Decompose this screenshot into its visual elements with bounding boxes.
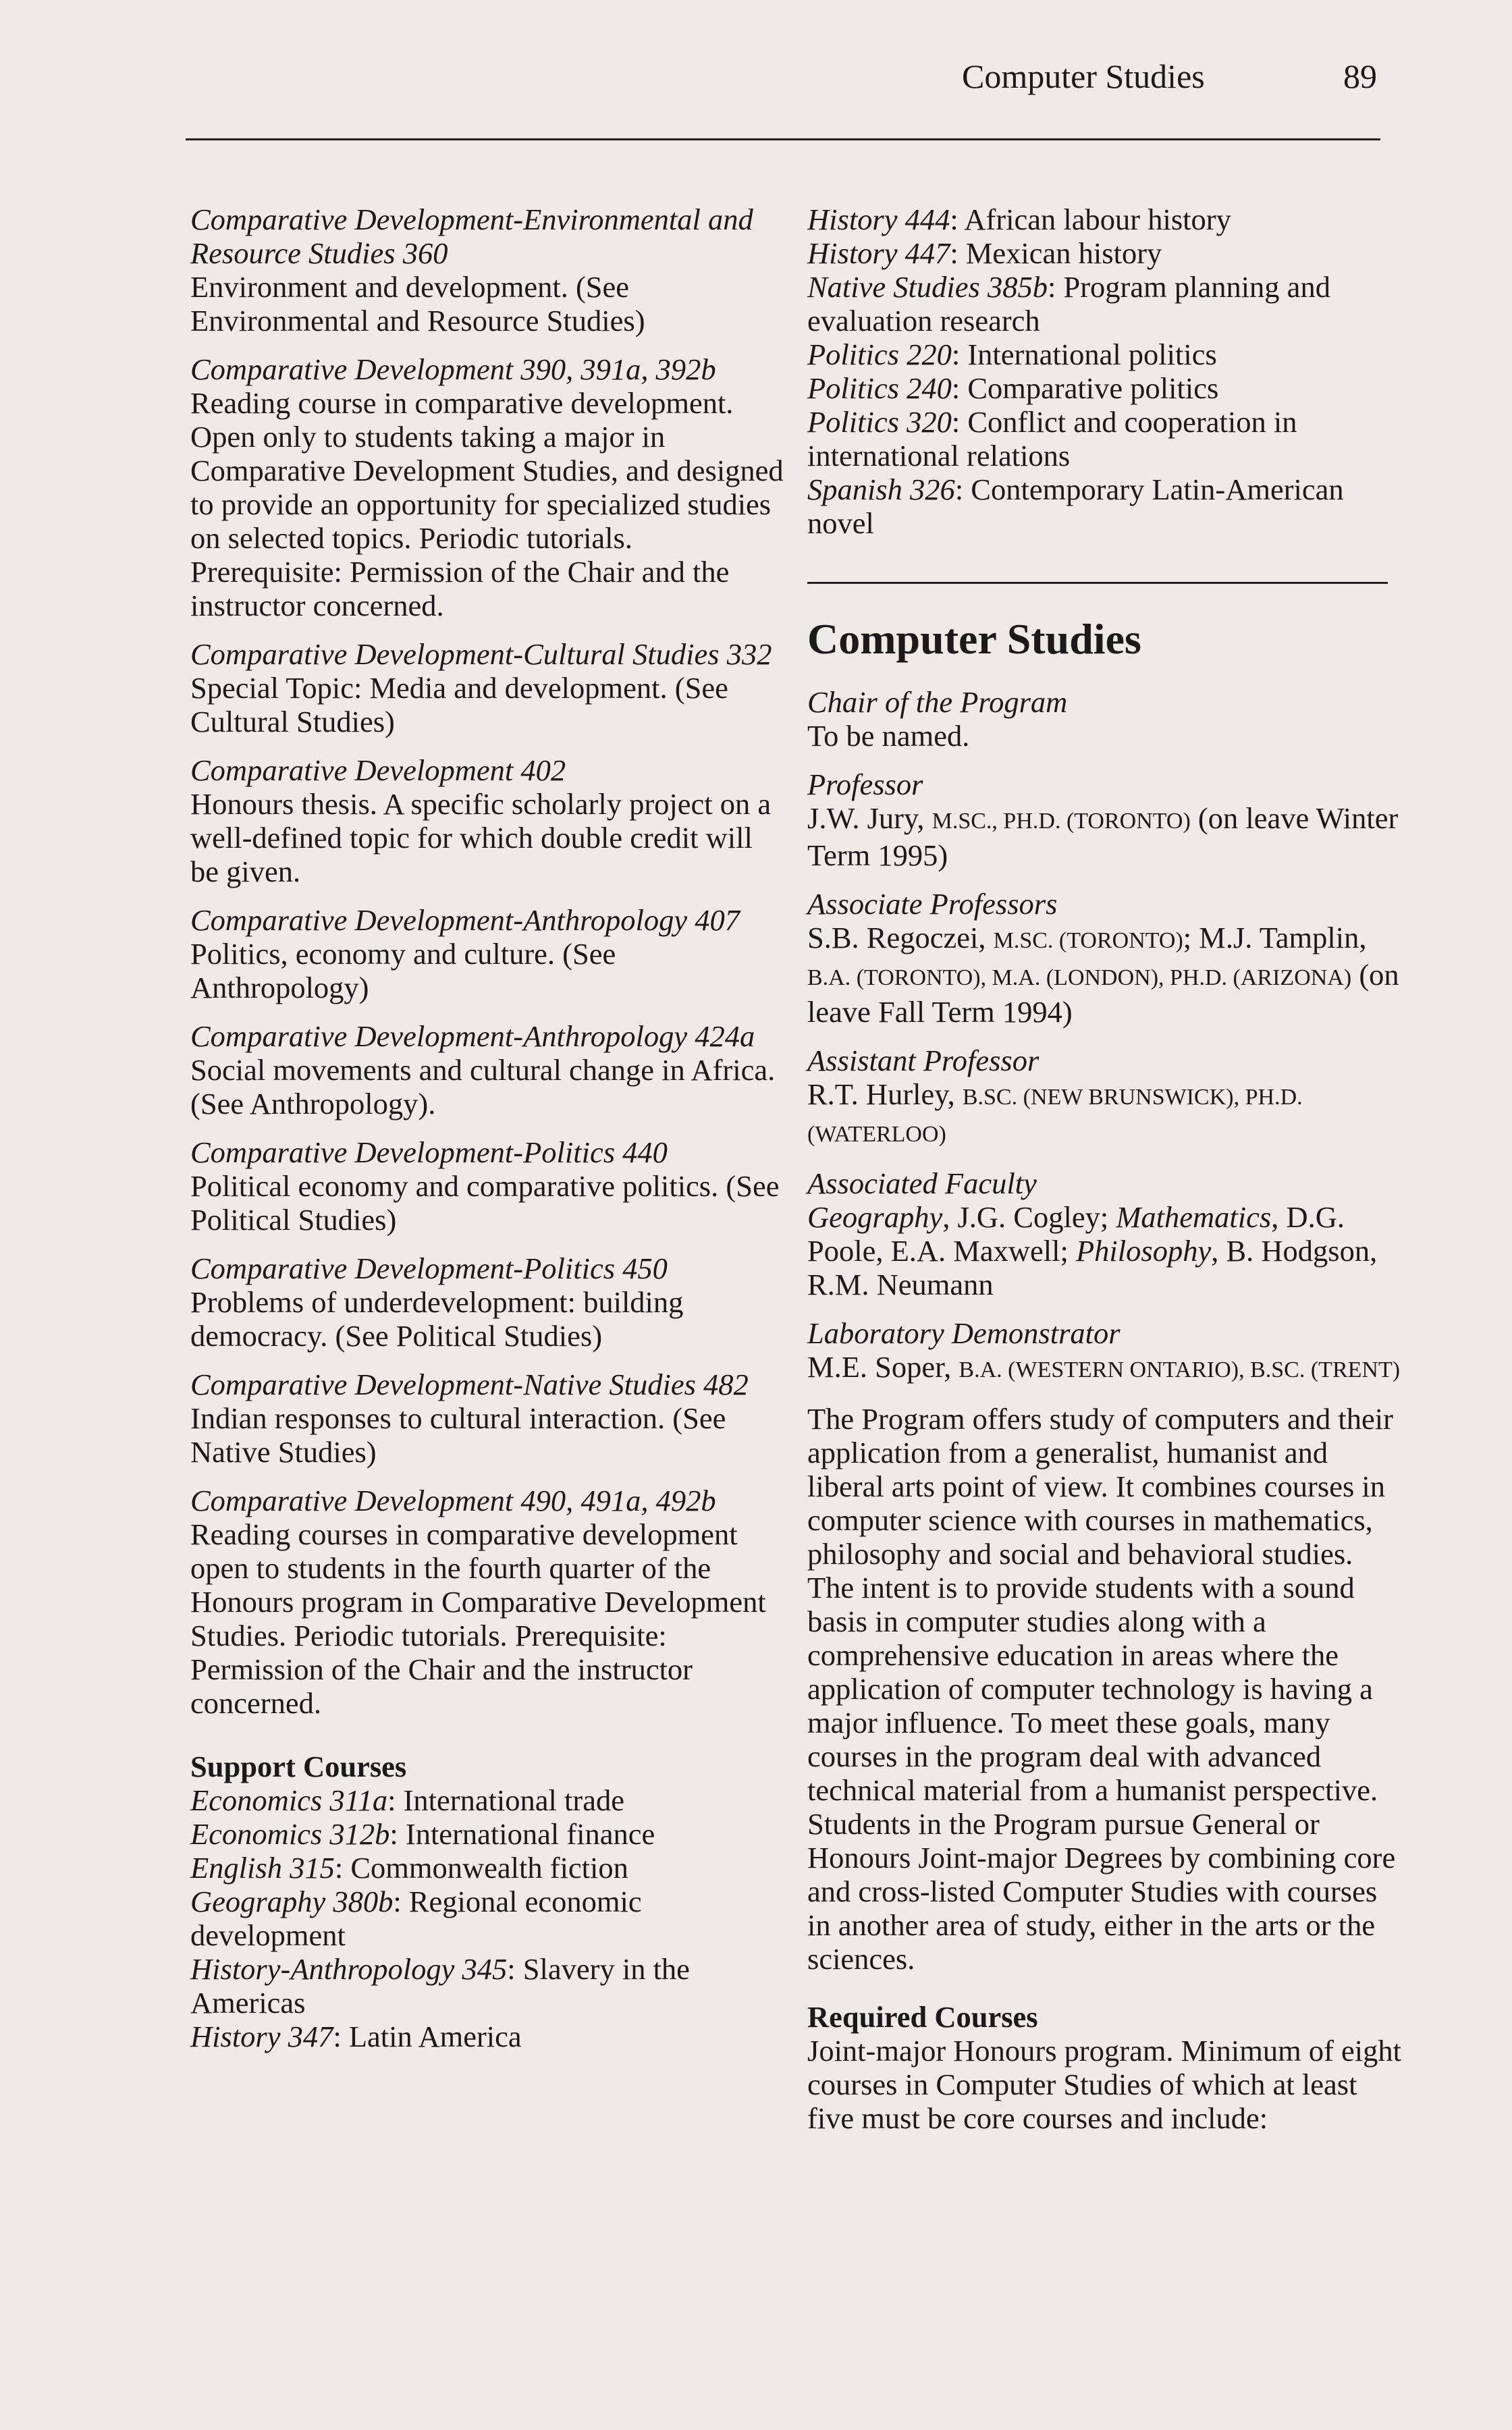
support-course-item (807, 405, 1401, 473)
faculty-group-chair (807, 685, 1401, 753)
support-course-code: Economics 312b (190, 1817, 390, 1851)
support-course-item (190, 1851, 784, 1885)
course-description: Indian responses to cultural interaction. (See Native Studies) (190, 1401, 726, 1469)
support-course-code: Politics 320 (807, 405, 952, 439)
support-course-desc: : African labour history (950, 202, 1231, 236)
course-title: Comparative Development 390, 391a, 392b (190, 352, 716, 386)
faculty-role: Chair of the Program (807, 685, 1068, 719)
faculty-name: , J.G. Cogley; (942, 1200, 1116, 1234)
support-course-desc: : Contemporary Latin-American novel (807, 473, 1344, 540)
support-course-code: Politics 220 (807, 338, 952, 371)
support-course-desc: : Program planning and evaluation research (807, 270, 1330, 338)
course-description: Honours thesis. A specific scholarly project on a well-defined topic for which double credit will be given. (190, 787, 772, 888)
course-title: Comparative Development-Politics 440 (190, 1135, 668, 1169)
support-course-code: Politics 240 (807, 371, 952, 405)
support-course-item (807, 202, 1401, 236)
course-title: Comparative Development-Cultural Studies 332 (190, 637, 772, 671)
faculty-note: (on leave Fall Term 1994) (807, 958, 1399, 1029)
support-course-item (807, 270, 1401, 338)
support-course-desc: : Slavery in the Americas (190, 1952, 690, 2020)
header-rule (186, 138, 1380, 140)
section-divider (807, 582, 1388, 584)
course-entry (190, 202, 784, 338)
faculty-name: , B. Hodgson, R.M. Neumann (807, 1234, 1378, 1301)
required-courses-heading: Required Courses (807, 2000, 1038, 2034)
course-title: Comparative Development 490, 491a, 492b (190, 1484, 716, 1517)
faculty-group-lab (807, 1316, 1401, 1387)
program-description: The Program offers study of computers and their application from a generalist, humanist and liberal arts point of view. It combines courses in computer science with courses in mathematics, philosophy and social and behavioral studies. The intent is to provide students with a sound basis in computer studies along with a comprehensive education in areas where the application of computer technology is having a major influence. To meet these goals, many courses in the program deal with advanced technical material from a humanist perspective. Students in the Program pursue General or Honours Joint-major Degrees by combining core and cross-listed Computer Studies with courses in another area of study, either in the arts or the sciences. (807, 1402, 1396, 1976)
faculty-role: Associated Faculty (807, 1166, 1037, 1200)
support-course-item (190, 1817, 784, 1851)
course-entry (190, 903, 784, 1004)
support-courses-heading: Support Courses (190, 1750, 407, 1783)
course-title: Comparative Development-Environmental and Resource Studies 360 (190, 202, 753, 270)
support-course-item (190, 2020, 784, 2053)
support-course-item (190, 1952, 784, 2020)
faculty-name: M.E. Soper, (807, 1350, 959, 1384)
support-course-code: English 315 (190, 1851, 335, 1885)
course-description: Special Topic: Media and development. (See Cultural Studies) (190, 671, 728, 738)
faculty-department: Geography (807, 1200, 943, 1234)
course-entry (190, 1135, 784, 1237)
course-entry (190, 1251, 784, 1353)
faculty-name: ; M.J. Tamplin, (1183, 921, 1367, 954)
support-course-desc: : Latin America (333, 2020, 522, 2053)
running-header (0, 53, 1512, 100)
course-title: Comparative Development-Politics 450 (190, 1251, 668, 1285)
faculty-group-associated (807, 1166, 1401, 1301)
support-course-desc: : Regional economic development (190, 1885, 642, 1952)
faculty-name: S.B. Regoczei, (807, 921, 994, 954)
support-course-item (807, 473, 1401, 540)
course-description: Problems of underdevelopment: building democracy. (See Political Studies) (190, 1285, 684, 1353)
support-course-desc: : International politics (951, 338, 1217, 371)
faculty-group-associate (807, 887, 1401, 1029)
faculty-credentials: B.SC. (NEW BRUNSWICK), PH.D. (WATERLOO) (807, 1085, 1303, 1147)
support-course-code: History 447 (807, 236, 950, 270)
course-entry (190, 1368, 784, 1469)
course-entry (190, 352, 784, 622)
right-column (807, 202, 1401, 2135)
support-course-code: Geography 380b (190, 1885, 394, 1918)
required-courses-text: Joint-major Honours program. Minimum of eight courses in Computer Studies of which at least five must be core courses and include: (807, 2034, 1402, 2135)
page-number: 89 (1343, 57, 1377, 95)
support-course-desc: : Commonwealth fiction (334, 1851, 628, 1885)
course-entry (190, 1484, 784, 1720)
course-title: Comparative Development-Anthropology 424a (190, 1019, 755, 1053)
support-course-item (807, 338, 1401, 371)
course-description: Social movements and cultural change in Africa. (See Anthropology). (190, 1053, 776, 1120)
faculty-credentials: B.A. (TORONTO), M.A. (LONDON), PH.D. (ARIZONA) (807, 965, 1352, 990)
support-course-code: Spanish 326 (807, 473, 955, 506)
support-course-desc: : Comparative politics (951, 371, 1219, 405)
faculty-name: R.T. Hurley, (807, 1077, 963, 1111)
support-course-desc: : International finance (389, 1817, 655, 1851)
course-entry (190, 1019, 784, 1120)
support-course-desc: : Conflict and cooperation in international relations (807, 405, 1297, 473)
support-course-desc: : Mexican history (950, 236, 1162, 270)
course-description: Political economy and comparative politics. (See Political Studies) (190, 1169, 780, 1237)
section-heading: Computer Studies (807, 615, 1141, 663)
support-course-code: History 347 (190, 2020, 333, 2053)
course-description: Politics, economy and culture. (See Anthropology) (190, 937, 616, 1004)
course-entry (190, 753, 784, 888)
support-course-code: Economics 311a (190, 1783, 388, 1817)
faculty-department: Philosophy (1075, 1234, 1212, 1268)
faculty-role: Associate Professors (807, 887, 1058, 921)
faculty-department: Mathematics (1116, 1200, 1272, 1234)
support-course-item (807, 236, 1401, 270)
support-course-item (190, 1885, 784, 1952)
course-title: Comparative Development-Native Studies 482 (190, 1368, 749, 1401)
support-course-desc: : International trade (387, 1783, 624, 1817)
support-course-code: History-Anthropology 345 (190, 1952, 508, 1986)
support-course-item (807, 371, 1401, 405)
faculty-name: J.W. Jury, (807, 801, 932, 835)
support-course-code: History 444 (807, 202, 950, 236)
faculty-credentials: M.SC., PH.D. (TORONTO) (932, 809, 1191, 834)
faculty-name: To be named. (807, 719, 970, 753)
running-head-section: Computer Studies (962, 57, 1205, 95)
faculty-role: Assistant Professor (807, 1044, 1040, 1077)
faculty-role: Laboratory Demonstrator (807, 1316, 1120, 1350)
faculty-role: Professor (807, 767, 923, 801)
support-course-code: Native Studies 385b (807, 270, 1048, 304)
course-description: Reading courses in comparative development open to students in the fourth quarter of the Honours program in Comparative Development Studies. Periodic tutorials. Prerequisite: Permission of the Chair and the instructor concerned. (190, 1517, 766, 1720)
course-description: Reading course in comparative development. Open only to students taking a major in Comparative Development Studies, and designed to provide an opportunity for specialized studies on selected topics. Periodic tutorials. Prerequisite: Permission of the Chair and the instructor concerned. (190, 386, 784, 622)
faculty-group-professor (807, 767, 1401, 872)
course-entry (190, 637, 784, 738)
course-title: Comparative Development 402 (190, 753, 566, 787)
course-title: Comparative Development-Anthropology 407 (190, 903, 740, 937)
faculty-note: (on leave Winter Term 1995) (807, 801, 1399, 872)
faculty-credentials: B.A. (WESTERN ONTARIO), B.SC. (TRENT) (959, 1357, 1401, 1382)
faculty-name: , D.G. Poole, E.A. Maxwell; (807, 1200, 1345, 1268)
support-course-item (190, 1783, 784, 1817)
faculty-group-assistant (807, 1044, 1401, 1152)
left-column (190, 202, 784, 2053)
course-description: Environment and development. (See Environmental and Resource Studies) (190, 270, 645, 338)
faculty-credentials: M.SC. (TORONTO) (993, 928, 1183, 953)
